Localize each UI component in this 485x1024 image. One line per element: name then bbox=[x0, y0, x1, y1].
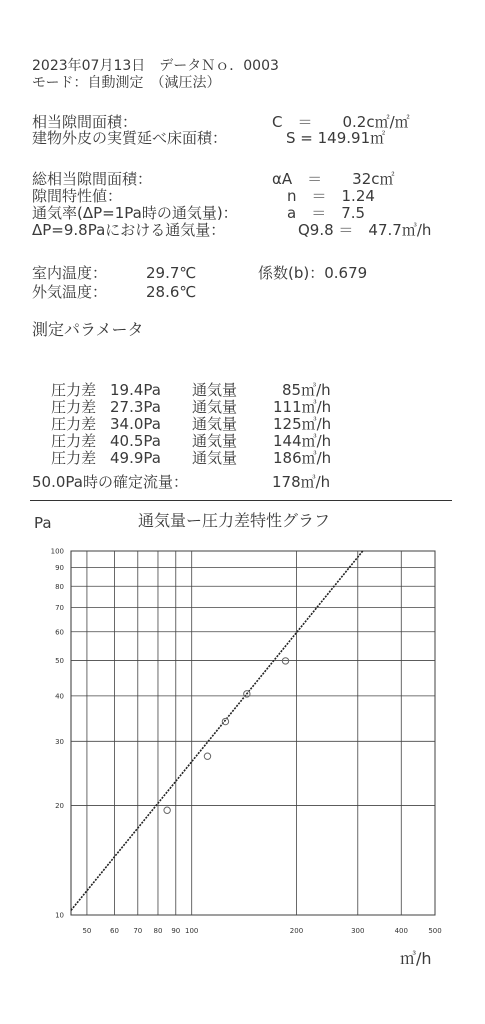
total-gap-area-value: αA ＝ 32c㎡ bbox=[272, 170, 395, 188]
air-permeability-value: a ＝ 7.5 bbox=[287, 204, 366, 222]
y-tick-label: 80 bbox=[55, 582, 64, 591]
coefficient-b: 係数(b)：0.679 bbox=[258, 264, 368, 282]
airflow-label: 通気量 bbox=[192, 398, 238, 416]
pressure-value: 34.0Pa bbox=[110, 415, 161, 433]
y-tick-label: 60 bbox=[55, 628, 64, 637]
airflow-9-8-value: Q9.8 ＝ 47.7㎥/h bbox=[298, 221, 432, 239]
airflow-value: 111㎥/h bbox=[273, 398, 332, 416]
data-point bbox=[222, 718, 228, 724]
pressure-label: 圧力差 bbox=[51, 449, 97, 467]
x-tick-label: 200 bbox=[289, 927, 304, 935]
airflow-label: 通気量 bbox=[192, 415, 238, 433]
floor-area-value: S = 149.91㎡ bbox=[286, 129, 386, 147]
x-tick-label: 400 bbox=[394, 927, 408, 935]
pressure-label: 圧力差 bbox=[51, 398, 97, 416]
params-title: 測定パラメータ bbox=[32, 320, 144, 339]
date-line: 2023年07月13日 データＮｏ．0003 bbox=[32, 58, 279, 74]
mode-line: モード：自動測定 （減圧法） bbox=[32, 75, 221, 91]
chart-title: 通気量ー圧力差特性グラフ bbox=[138, 511, 331, 530]
indoor-temp-label: 室内温度： bbox=[32, 264, 108, 282]
airflow-value: 125㎥/h bbox=[273, 415, 332, 433]
y-tick-label: 70 bbox=[55, 603, 64, 612]
x-tick-label: 70 bbox=[133, 927, 143, 935]
y-tick-label: 30 bbox=[55, 737, 64, 746]
airflow-9-8-label: ΔP=9.8Paにおける通気量： bbox=[32, 221, 226, 239]
pressure-label: 圧力差 bbox=[51, 381, 97, 399]
pressure-label: 圧力差 bbox=[51, 432, 97, 450]
airflow-value: 144㎥/h bbox=[273, 432, 332, 450]
pressure-value: 40.5Pa bbox=[110, 432, 161, 450]
x-tick-label: 60 bbox=[110, 927, 119, 935]
gap-characteristic-label: 隙間特性値： bbox=[32, 187, 123, 205]
airflow-label: 通気量 bbox=[192, 432, 238, 450]
chart-x-unit: ㎥/h bbox=[400, 949, 432, 968]
data-point bbox=[164, 807, 170, 813]
total-gap-area-label: 総相当隙間面積： bbox=[32, 170, 153, 188]
x-tick-label: 500 bbox=[428, 927, 442, 935]
gap-characteristic-value: n ＝ 1.24 bbox=[287, 187, 375, 205]
y-tick-label: 10 bbox=[55, 911, 64, 920]
y-tick-label: 20 bbox=[55, 801, 64, 810]
chart-y-unit: Pa bbox=[34, 514, 52, 532]
pressure-value: 49.9Pa bbox=[110, 449, 161, 467]
confirmed-flow-label: 50.0Pa時の確定流量： bbox=[32, 473, 188, 491]
confirmed-flow-value: 178㎥/h bbox=[272, 473, 331, 491]
x-tick-label: 300 bbox=[351, 927, 365, 935]
equiv-gap-area-label: 相当隙間面積： bbox=[32, 113, 138, 131]
airflow-value: 85㎥/h bbox=[282, 381, 331, 399]
air-permeability-label: 通気率(ΔP=1Pa時の通気量)： bbox=[32, 204, 238, 222]
data-point bbox=[204, 753, 210, 759]
floor-area-label: 建物外皮の実質延べ床面積： bbox=[32, 129, 228, 147]
y-tick-label: 90 bbox=[55, 564, 64, 573]
equiv-gap-area-value: C ＝ 0.2c㎡/㎡ bbox=[272, 113, 410, 131]
pressure-label: 圧力差 bbox=[51, 415, 97, 433]
outdoor-temp-label: 外気温度： bbox=[32, 283, 108, 301]
plot-frame bbox=[71, 551, 435, 915]
outdoor-temp-value: 28.6℃ bbox=[146, 283, 197, 301]
y-tick-label: 50 bbox=[55, 657, 64, 666]
indoor-temp-value: 29.7℃ bbox=[146, 264, 197, 282]
y-tick-label: 100 bbox=[50, 547, 64, 556]
airflow-value: 186㎥/h bbox=[273, 449, 332, 467]
airflow-label: 通気量 bbox=[192, 381, 238, 399]
x-tick-label: 100 bbox=[185, 927, 199, 935]
y-tick-label: 40 bbox=[55, 692, 64, 701]
pressure-value: 19.4Pa bbox=[110, 381, 161, 399]
airflow-label: 通気量 bbox=[192, 449, 238, 467]
x-tick-label: 50 bbox=[82, 927, 92, 935]
pressure-value: 27.3Pa bbox=[110, 398, 161, 416]
x-tick-label: 80 bbox=[153, 927, 163, 935]
x-tick-label: 90 bbox=[171, 927, 181, 935]
